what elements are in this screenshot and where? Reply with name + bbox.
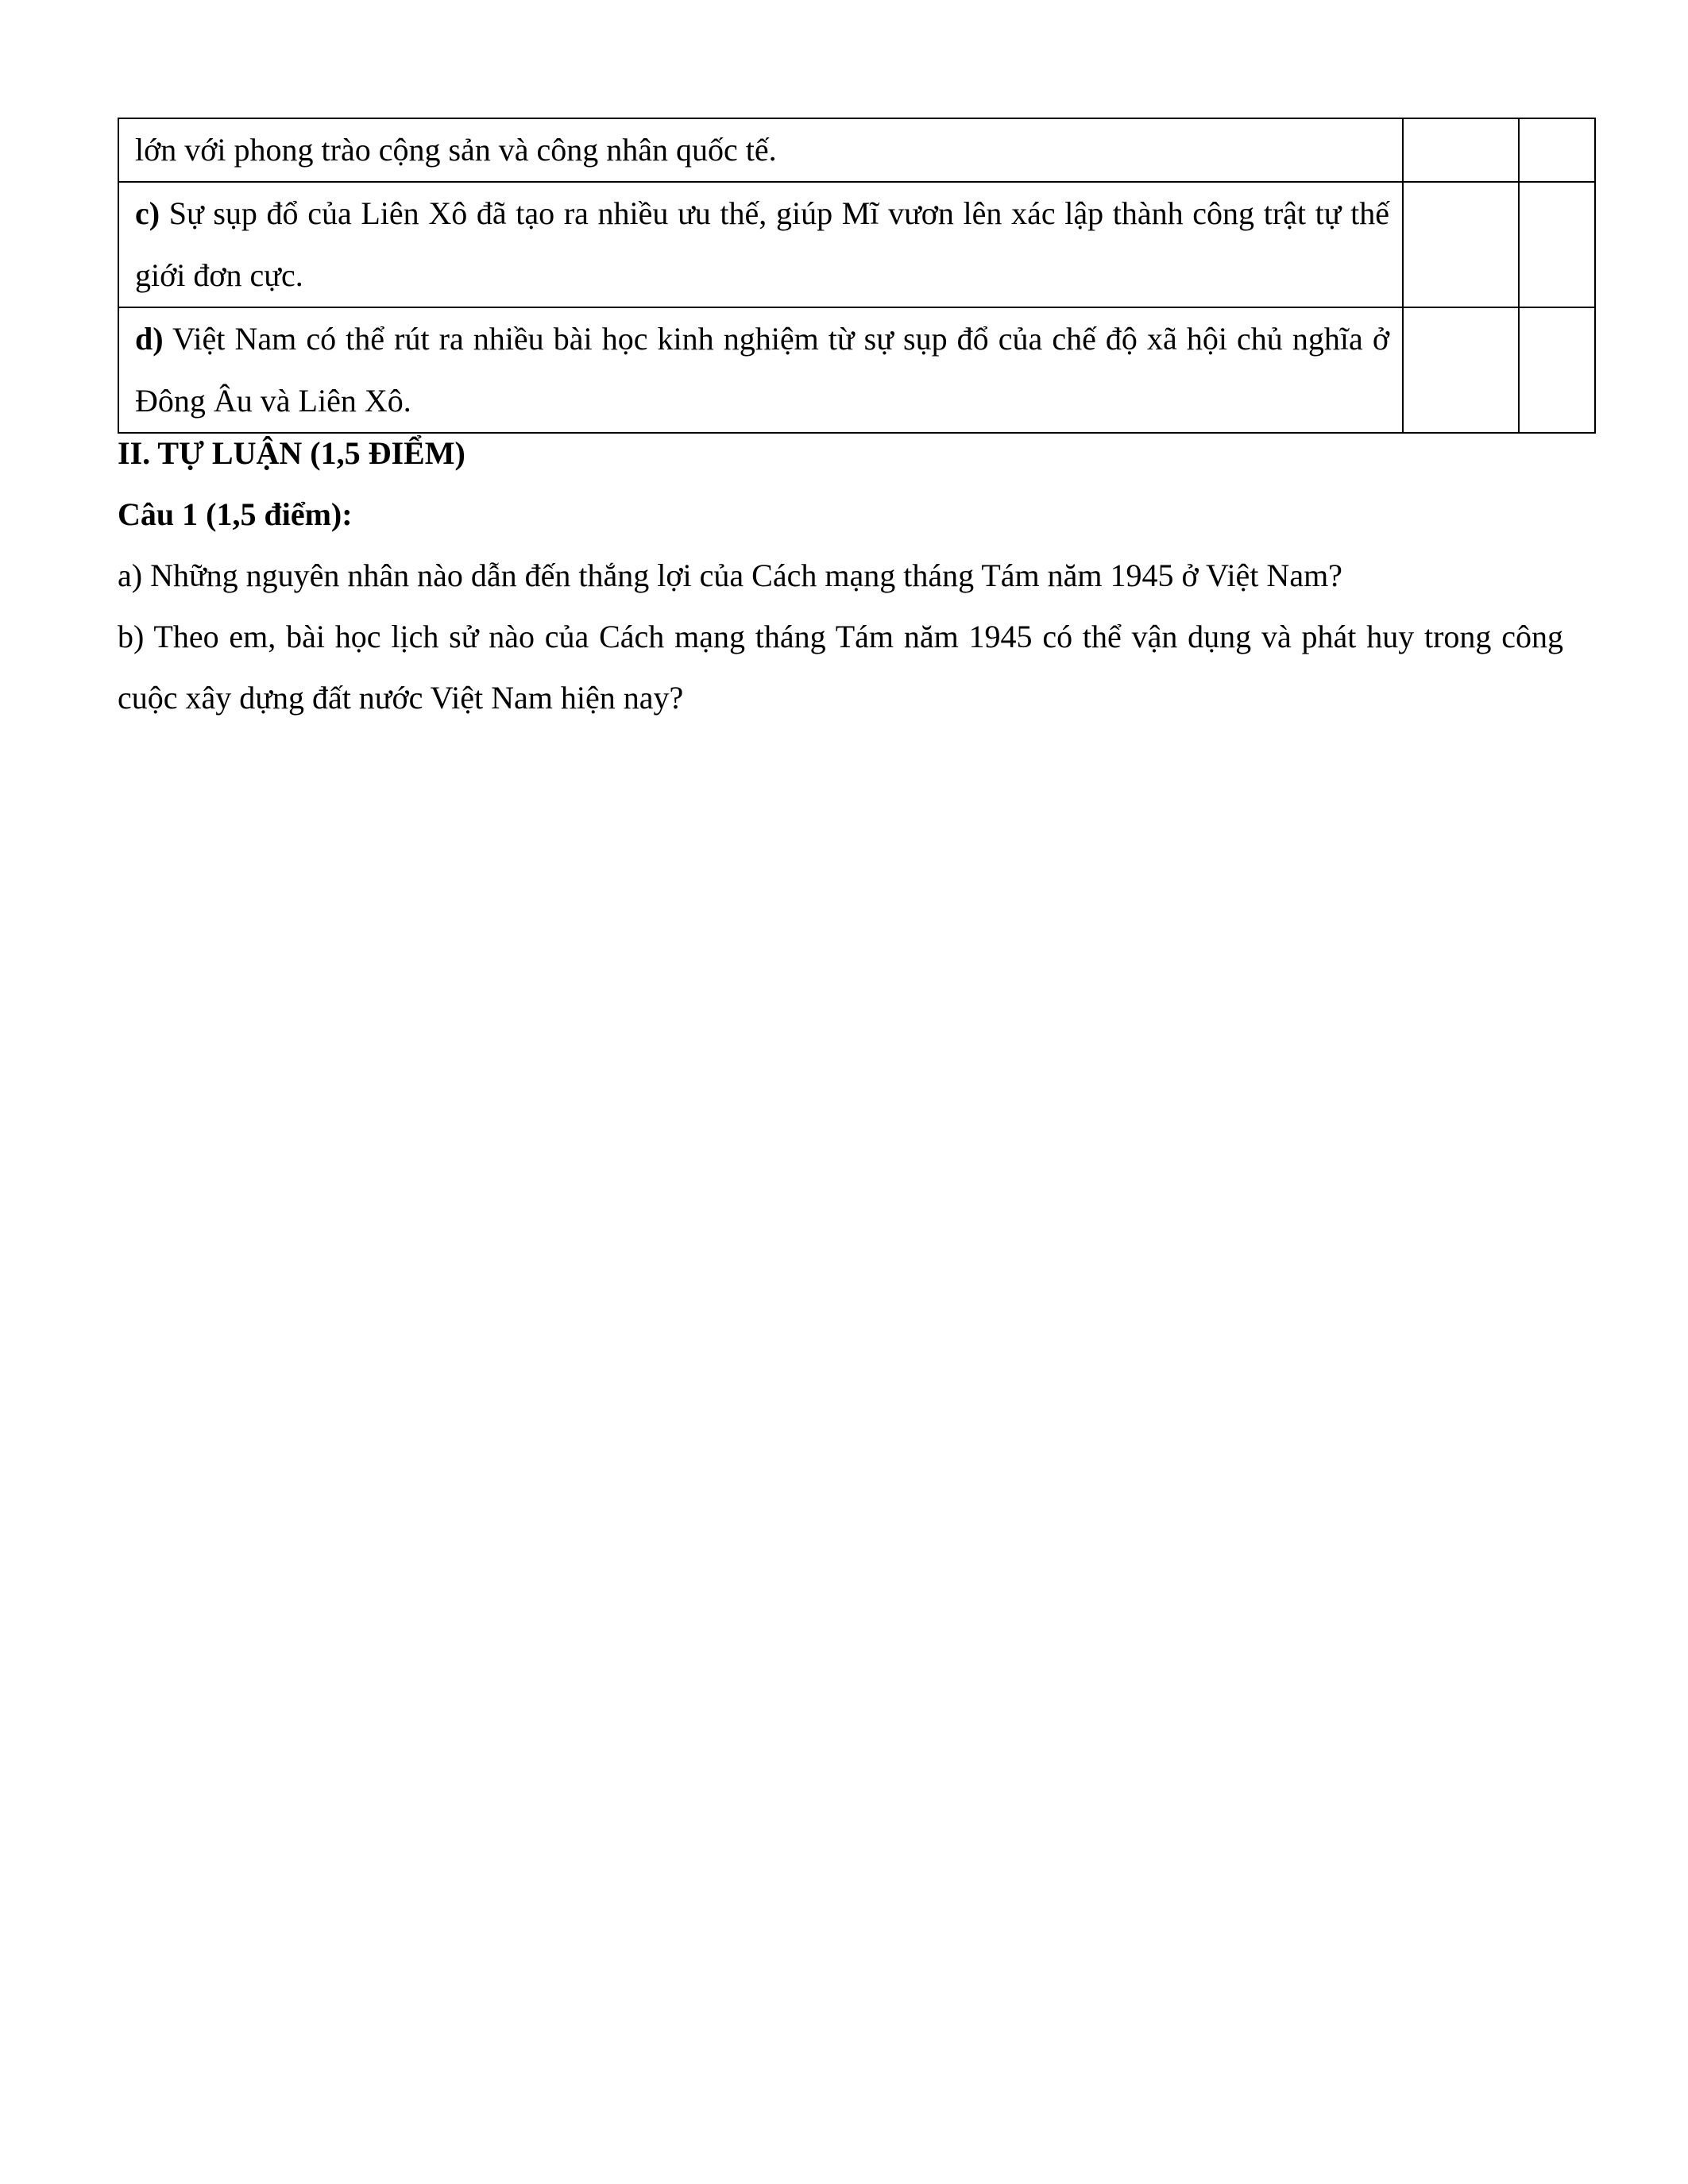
- false-answer-cell[interactable]: [1519, 307, 1595, 433]
- table-row: [118, 118, 1595, 182]
- true-answer-cell[interactable]: [1403, 307, 1519, 433]
- statement-label: d): [135, 321, 164, 357]
- true-answer-cell[interactable]: [1403, 182, 1519, 307]
- question-title: Câu 1 (1,5 điểm):: [118, 496, 353, 532]
- table-row: [118, 307, 1595, 433]
- essay-section: [118, 423, 1563, 728]
- true-false-table: [118, 118, 1596, 434]
- section-heading: II. TỰ LUẬN (1,5 ĐIỂM): [118, 435, 465, 471]
- statement-cell: [118, 307, 1403, 433]
- true-answer-cell[interactable]: [1403, 118, 1519, 182]
- statement-cell: [118, 182, 1403, 307]
- table-row: [118, 182, 1595, 307]
- statement-label: c): [135, 195, 160, 231]
- false-answer-cell[interactable]: [1519, 182, 1595, 307]
- statement-cell: [118, 118, 1403, 182]
- statement-text: Việt Nam có thể rút ra nhiều bài học kinh nghiệm từ sự sụp đổ của chế độ xã hội chủ nghĩa ở Đông Âu và Liên Xô.: [135, 321, 1389, 419]
- false-answer-cell[interactable]: [1519, 118, 1595, 182]
- question-part-b: b) Theo em, bài học lịch sử nào của Cách mạng tháng Tám năm 1945 có thể vận dụng và phát huy trong công cuộc xây dựng đất nước Việt Nam hiện nay?: [118, 619, 1563, 716]
- statement-text: Sự sụp đổ của Liên Xô đã tạo ra nhiều ưu thế, giúp Mĩ vươn lên xác lập thành công trật tự thế giới đơn cực.: [135, 195, 1389, 293]
- question-part-a: a) Những nguyên nhân nào dẫn đến thắng lợi của Cách mạng tháng Tám năm 1945 ở Việt Nam?: [118, 558, 1342, 593]
- statement-text: lớn với phong trào cộng sản và công nhân quốc tế.: [135, 132, 777, 168]
